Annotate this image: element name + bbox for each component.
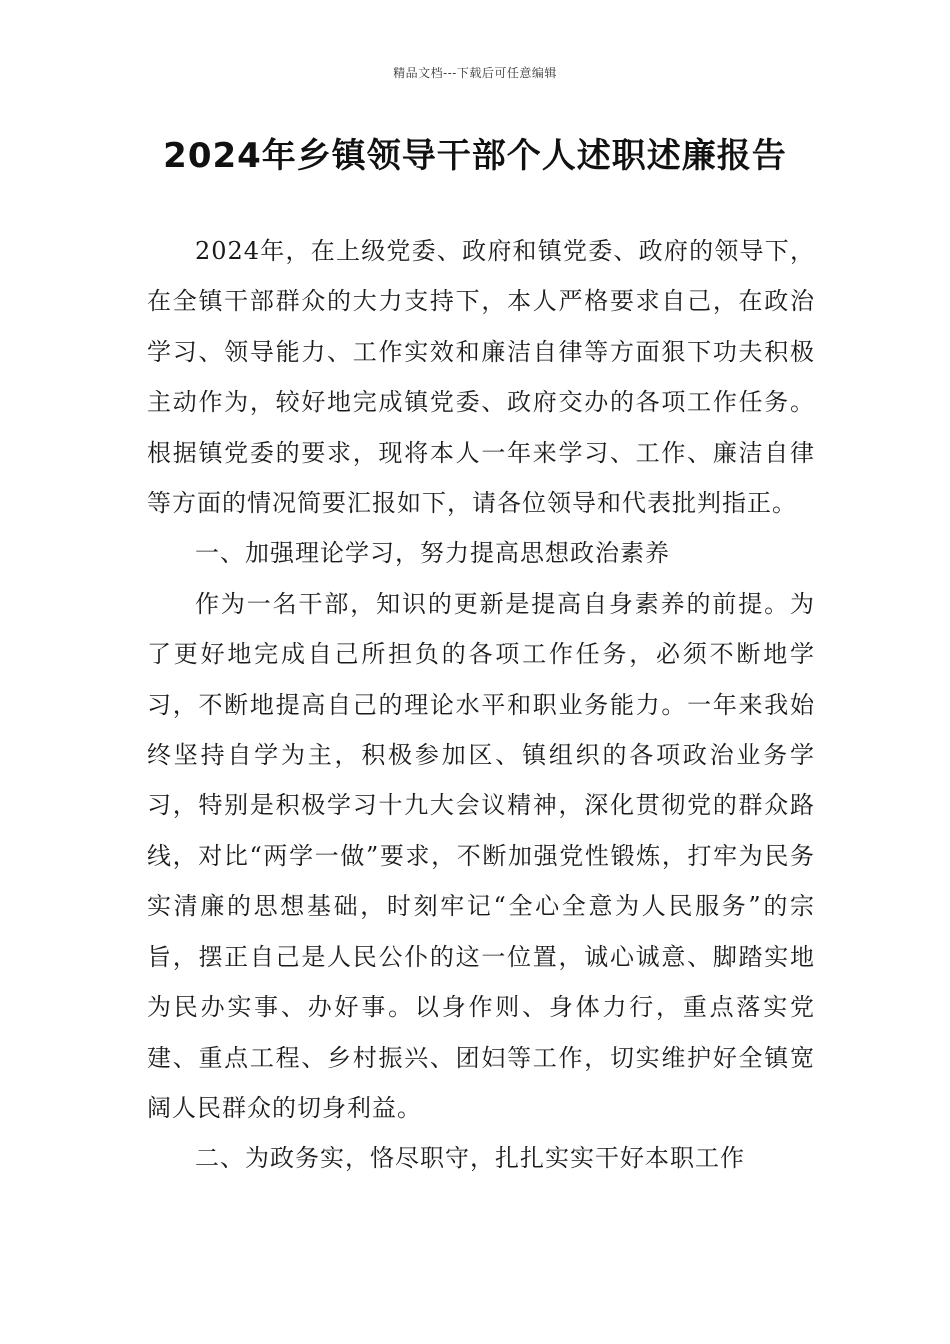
section-heading-1: 一、加强理论学习，努力提高思想政治素养 (195, 539, 670, 568)
paragraph-section-1: 作为一名干部，知识的更新是提高自身素养的前提。为了更好地完成自己所担负的各项工作任务，必须不断地学习，不断地提高自己的理论水平和职业务能力。一年来我始终坚持自学为主，积极参加区、镇组织的各项政治业务学习，特别是积极学习十九大会议精神，深化贯彻党的群众路线，对比“两学一做”要求，不断加强党性锻炼，打牢为民务实清廉的思想基础，时刻牢记“全心全意为人民服务”的宗旨，摆正自己是人民公仆的这一位置，诚心诚意、脚踏实地为民办实事、办好事。以身作则、身体力行，重点落实党建、重点工程、乡村振兴、团妇等工作，切实维护好全镇宽阔人民群众的切身利益。 (147, 589, 815, 1122)
document-body (147, 226, 815, 1184)
section-heading-2: 二、为政务实，恪尽职守，扎扎实实干好本职工作 (195, 1144, 745, 1173)
page-header: 精品文档---下载后可任意编辑 (393, 66, 557, 80)
paragraph-intro: 2024年，在上级党委、政府和镇党委、政府的领导下，在全镇干部群众的大力支持下，本人严格要求自己，在政治学习、领导能力、工作实效和廉洁自律等方面狠下功夫积极主动作为，较好地完成镇党委、政府交办的各项工作任务。根据镇党委的要求，现将本人一年来学习、工作、廉洁自律等方面的情况简要汇报如下，请各位领导和代表批判指正。 (147, 237, 815, 518)
document-title: 2024年乡镇领导干部个人述职述廉报告 (163, 136, 787, 176)
